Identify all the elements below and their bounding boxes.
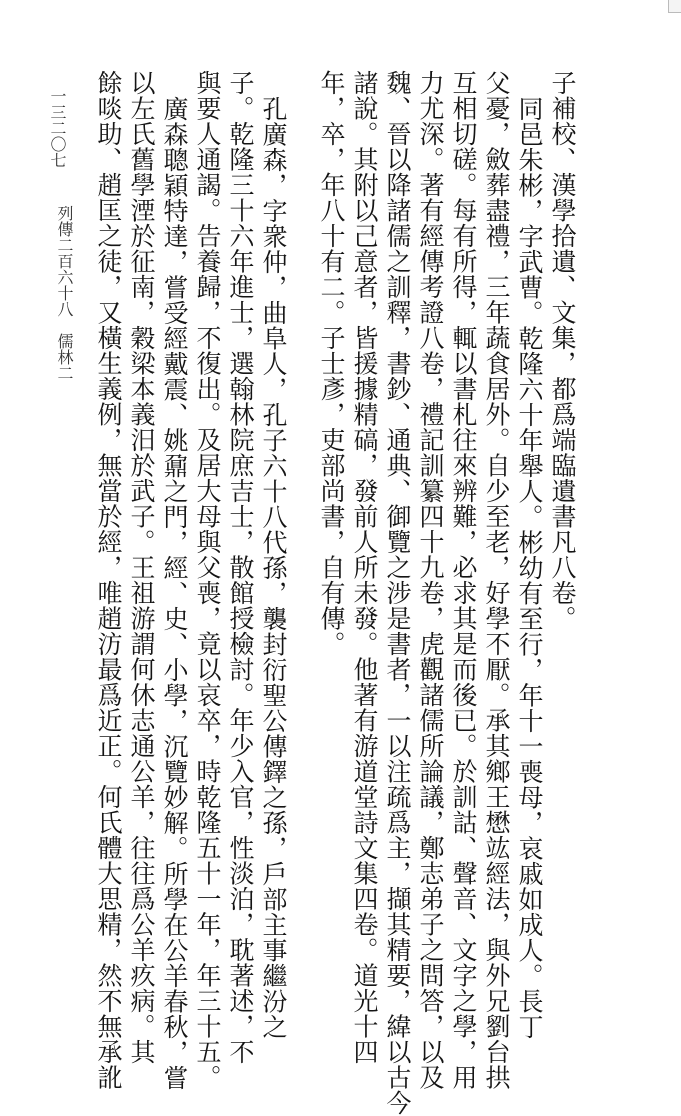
text-column-9: 孔廣森，字衆仲，曲阜人，孔子六十八代孫，襲封衍聖公傳鐸之孫，戶部主事繼汾之 — [259, 96, 288, 1040]
text-column-11: 與要人通謁。告養歸，不復出。及居大母與父喪，竟以哀卒，時乾隆五十一年，年三十五。 — [193, 70, 222, 1090]
text-column-7: 諸說。其附以己意者，皆援據精碻，發前人所未發。他著有游道堂詩文集四卷。道光十四 — [350, 70, 379, 1065]
text-column-5: 力尤深。著有經傳考證八卷，禮記訓纂四十九卷，虎觀諸儒所論議，鄭志弟子之問答，以及 — [416, 70, 445, 1090]
text-column-4: 互相切磋。每有所得，輒以書札往來辨難，必求其是而後已。於訓詁、聲音、文字之學，用 — [449, 70, 478, 1090]
running-title: 列傳二百六十八 儒林二 — [55, 205, 74, 381]
page-number: 一三二〇七 — [48, 88, 67, 168]
text-column-13: 以左氏舊學湮於征南，穀梁本義汨於武子。王祖游謂何休志通公羊，往往爲公羊疚病。其 — [127, 70, 156, 1065]
text-column-10: 子。乾隆三十六年進士，選翰林院庶吉士，散館授檢討。年少入官，性淡泊，耽著述，不 — [226, 70, 255, 1065]
text-column-12: 廣森聰穎特達，嘗受經戴震、姚鼐之門，經、史、小學，沉覽妙解。所學在公羊春秋，嘗 — [160, 96, 189, 1091]
text-column-2: 同邑朱彬，字武曹。乾隆六十年舉人。彬幼有至行，年十一喪母，哀戚如成人。長丁 — [515, 96, 544, 1040]
text-column-1: 子補校、漢學拾遺、文集，都爲端臨遺書凡八卷。 — [548, 70, 577, 631]
text-column-6: 魏、晉以降諸儒之訓釋，書鈔、通典、御覽之涉是書者，一以注疏爲主，擷其精要，緯以古今 — [383, 70, 412, 1116]
text-column-3: 父憂，斂葬盡禮，三年蔬食居外。自少至老，好學不厭。承其鄉王懋竑經法，與外兄劉台拱 — [482, 70, 511, 1090]
text-column-14: 餘啖助、趙匡之徒，又橫生義例，無當於經，唯趙汸最爲近正。何氏體大思精，然不無承訛 — [94, 70, 123, 1090]
page-corner — [668, 0, 681, 13]
text-column-8: 年，卒，年八十有二。子士彥，吏部尚書，自有傳。 — [317, 70, 346, 657]
